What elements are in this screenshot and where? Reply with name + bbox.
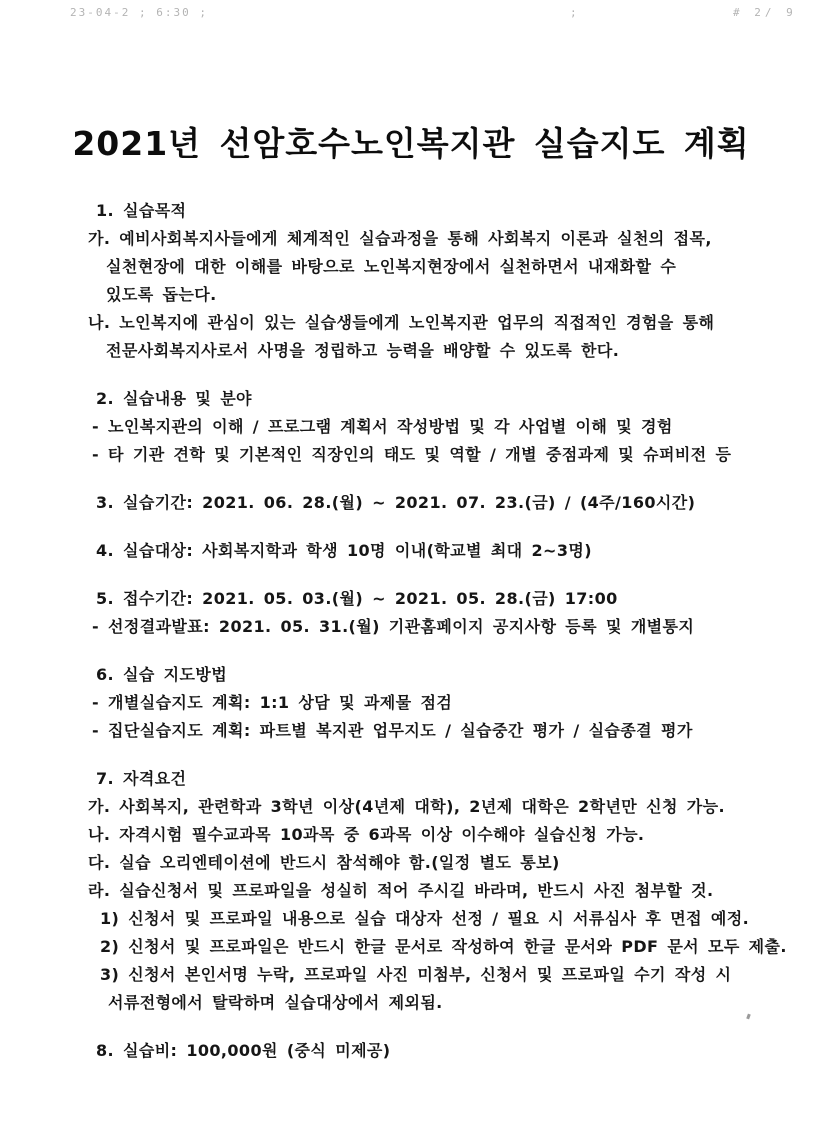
section bbox=[88, 1037, 762, 1065]
document-line: - 타 기관 견학 및 기본적인 직장인의 태도 및 역할 / 개별 중점과제 및 슈퍼비전 등 bbox=[92, 445, 732, 464]
document-line: 2) 신청서 및 프로파일은 반드시 한글 문서로 작성하여 한글 문서와 PDF 문서 모두 제출. bbox=[100, 937, 787, 956]
document-body bbox=[0, 197, 822, 1065]
fax-timestamp: 23-04-2 ; 6:30 ; bbox=[70, 6, 208, 19]
document-line: - 선정결과발표: 2021. 05. 31.(월) 기관홈페이지 공지사항 등록 및 개별통지 bbox=[92, 617, 695, 636]
fax-header bbox=[0, 6, 822, 22]
section bbox=[88, 585, 762, 641]
document-line: - 개별실습지도 계획: 1:1 상담 및 과제물 점검 bbox=[92, 693, 453, 712]
document-line: - 집단실습지도 계획: 파트별 복지관 업무지도 / 실습중간 평가 / 실습종결 평가 bbox=[92, 721, 693, 740]
document-line: 1) 신청서 및 프로파일 내용으로 실습 대상자 선정 / 필요 시 서류심사 후 면접 예정. bbox=[100, 909, 750, 928]
document-line: 있도록 돕는다. bbox=[106, 285, 217, 304]
document-title: 2021년 선암호수노인복지관 실습지도 계획 bbox=[72, 124, 750, 163]
section-heading: 6. 실습 지도방법 bbox=[96, 665, 228, 684]
document-line: 3) 신청서 본인서명 누락, 프로파일 사진 미첨부, 신청서 및 프로파일 수기 작성 시 bbox=[100, 965, 732, 984]
section bbox=[88, 537, 762, 565]
section-heading: 7. 자격요건 bbox=[96, 769, 187, 788]
fax-separator: ; bbox=[570, 6, 579, 19]
section bbox=[88, 385, 762, 469]
fax-page-indicator: # 2/ 9 bbox=[733, 6, 797, 19]
document-line: 라. 실습신청서 및 프로파일을 성실히 적어 주시길 바라며, 반드시 사진 첨부할 것. bbox=[88, 881, 714, 900]
document-line: 전문사회복지사로서 사명을 정립하고 능력을 배양할 수 있도록 한다. bbox=[106, 341, 620, 360]
section-heading: 1. 실습목적 bbox=[96, 201, 187, 220]
section-heading: 2. 실습내용 및 분야 bbox=[96, 389, 252, 408]
section bbox=[88, 197, 762, 365]
section-heading: 3. 실습기간: 2021. 06. 28.(월) ~ 2021. 07. 23.(금) / (4주/160시간) bbox=[96, 493, 696, 512]
document-line: 나. 자격시험 필수교과목 10과목 중 6과목 이상 이수해야 실습신청 가능. bbox=[88, 825, 645, 844]
document-line: - 노인복지관의 이해 / 프로그램 계획서 작성방법 및 각 사업별 이해 및 경험 bbox=[92, 417, 673, 436]
document-line: 가. 사회복지, 관련학과 3학년 이상(4년제 대학), 2년제 대학은 2학년만 신청 가능. bbox=[88, 797, 725, 816]
section bbox=[88, 489, 762, 517]
document-line: 서류전형에서 탈락하며 실습대상에서 제외됨. bbox=[108, 993, 443, 1012]
document-line: 나. 노인복지에 관심이 있는 실습생들에게 노인복지관 업무의 직접적인 경험을 통해 bbox=[88, 313, 715, 332]
document-line: 실천현장에 대한 이해를 바탕으로 노인복지현장에서 실천하면서 내재화할 수 bbox=[106, 257, 677, 276]
section-heading: 8. 실습비: 100,000원 (중식 미제공) bbox=[96, 1041, 391, 1060]
section bbox=[88, 661, 762, 745]
document-line: 다. 실습 오리엔테이션에 반드시 참석해야 함.(일정 별도 통보) bbox=[88, 853, 560, 872]
section-heading: 5. 접수기간: 2021. 05. 03.(월) ~ 2021. 05. 28.(금) 17:00 bbox=[96, 589, 618, 608]
section-heading: 4. 실습대상: 사회복지학과 학생 10명 이내(학교별 최대 2~3명) bbox=[96, 541, 592, 560]
section bbox=[88, 765, 787, 1017]
document-line: 가. 예비사회복지사들에게 체계적인 실습과정을 통해 사회복지 이론과 실천의 접목, bbox=[88, 229, 712, 248]
